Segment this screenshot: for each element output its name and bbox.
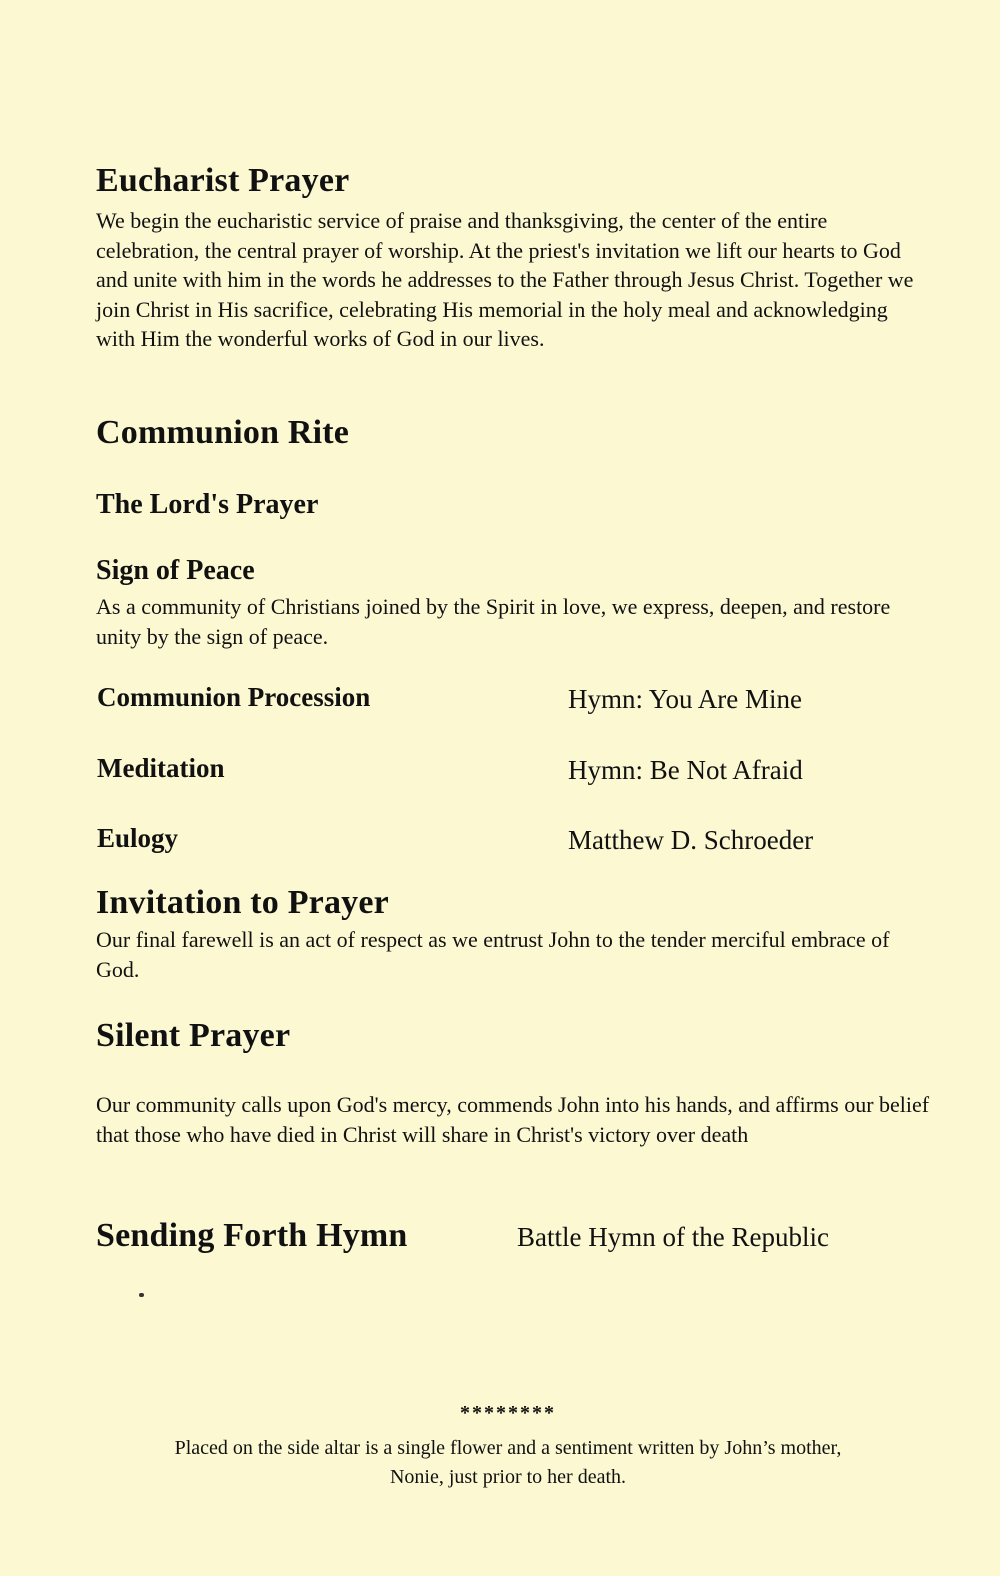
communion-procession-label: Communion Procession: [97, 682, 371, 712]
sending-forth-hymn-heading: Sending Forth Hymn: [96, 1217, 408, 1254]
silent-prayer-heading: Silent Prayer: [96, 1017, 291, 1054]
communion-rite-heading: Communion Rite: [96, 414, 350, 451]
sending-forth-hymn-title: Battle Hymn of the Republic: [517, 1222, 829, 1252]
invitation-to-prayer-text: Our final farewell is an act of respect as we entrust John to the tender merciful embrace of God.: [96, 927, 890, 982]
section-divider: ********: [460, 1402, 556, 1424]
sign-of-peace-text: As a community of Christians joined by the Spirit in love, we express, deepen, and restore unity by the sign of peace.: [96, 594, 891, 649]
eucharist-prayer-text: We begin the eucharistic service of praise and thanksgiving, the center of the entire celebration, the central prayer of worship. At the priest's invitation we lift our hearts to God and unite with him in the words he addresses to the Father through Jesus Christ. Together we join Christ in His sacrifice, celebrating His memorial in the holy meal and acknowledging with Him the wonderful works of God in our lives.: [96, 208, 914, 351]
page-speck: [139, 1293, 144, 1297]
eulogy-speaker: Matthew D. Schroeder: [568, 825, 814, 855]
sign-of-peace-heading: Sign of Peace: [96, 555, 255, 586]
lords-prayer-heading: The Lord's Prayer: [96, 489, 319, 520]
eucharist-prayer-heading: Eucharist Prayer: [96, 162, 350, 199]
eulogy-label: Eulogy: [97, 823, 179, 853]
footer-note-line-2: Nonie, just prior to her death.: [389, 1466, 627, 1488]
meditation-label: Meditation: [97, 753, 225, 783]
communion-procession-hymn: Hymn: You Are Mine: [568, 684, 803, 714]
footer-note-line-1: Placed on the side altar is a single flower and a sentiment written by John’s mother,: [174, 1437, 842, 1459]
silent-prayer-text: Our community calls upon God's mercy, commends John into his hands, and affirms our belief that those who have died in Christ will share in Christ's victory over death: [96, 1092, 930, 1147]
meditation-hymn: Hymn: Be Not Afraid: [568, 755, 803, 785]
invitation-to-prayer-heading: Invitation to Prayer: [96, 884, 389, 921]
